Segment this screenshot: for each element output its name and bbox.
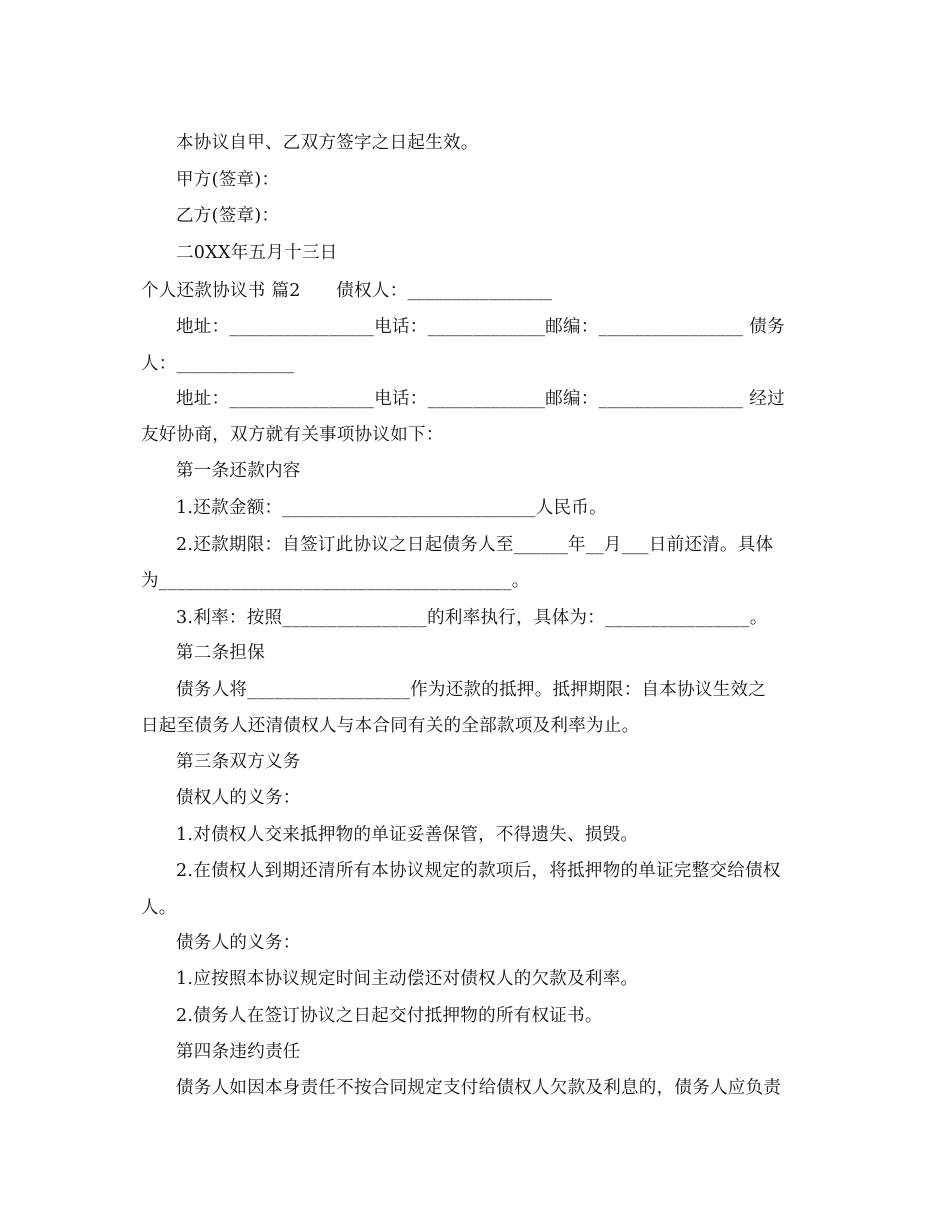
debtor-duty-2: 2.债务人在签订协议之日起交付抵押物的所有权证书。 — [176, 1006, 603, 1026]
repayment-term-cont: 为_______________________________________。 — [141, 571, 530, 591]
article-4-heading: 第四条违约责任 — [176, 1042, 301, 1062]
creditor-duties-heading: 债权人的义务： — [176, 788, 301, 808]
creditor-duty-2: 2.在债权人到期还清所有本协议规定的款项后，将抵押物的单证完整交给债权 — [176, 861, 781, 881]
interest-rate: 3.利率：按照________________的利率执行，具体为：________________。 — [176, 608, 768, 628]
party-a-signature: 甲方(签章)： — [176, 170, 280, 190]
party-b-signature: 乙方(签章)： — [176, 206, 280, 226]
negotiation-clause: 友好协商，双方就有关事项协议如下： — [141, 425, 444, 445]
creditor-address-line: 地址：________________电话：_____________邮编：________________ 债务 — [176, 317, 785, 337]
section-title-creditor: 个人还款协议书 篇2 债权人：________________ — [141, 281, 553, 301]
repayment-term: 2.还款期限：自签订此协议之日起债务人至______年__月___日前还清。具体 — [176, 535, 774, 555]
collateral-clause-cont: 日起至债务人还清债权人与本合同有关的全部款项及利率为止。 — [141, 716, 640, 736]
debtor-duties-heading: 债务人的义务： — [176, 933, 301, 953]
debtor-duty-1: 1.应按照本协议规定时间主动偿还对债权人的欠款及利率。 — [176, 969, 639, 989]
creditor-duty-1: 1.对债权人交来抵押物的单证妥善保管，不得遗失、损毁。 — [176, 825, 639, 845]
breach-clause: 债务人如因本身责任不按合同规定支付给债权人欠款及利息的，债务人应负责 — [176, 1078, 782, 1098]
repayment-amount: 1.还款金额：____________________________人民币。 — [176, 498, 607, 518]
collateral-clause: 债务人将__________________作为还款的抵押。抵押期限：自本协议生效之 — [176, 680, 767, 700]
debtor-label-line: 人：_____________ — [141, 354, 295, 374]
article-3-heading: 第三条双方义务 — [176, 752, 301, 772]
article-1-heading: 第一条还款内容 — [176, 461, 301, 481]
effective-clause: 本协议自甲、乙双方签字之日起生效。 — [176, 133, 479, 153]
signing-date: 二0XX年五月十三日 — [176, 243, 338, 263]
article-2-heading: 第二条担保 — [176, 643, 265, 663]
debtor-address-line: 地址：________________电话：_____________邮编：________________ 经过 — [176, 389, 785, 409]
creditor-duty-2-cont: 人。 — [141, 898, 177, 918]
